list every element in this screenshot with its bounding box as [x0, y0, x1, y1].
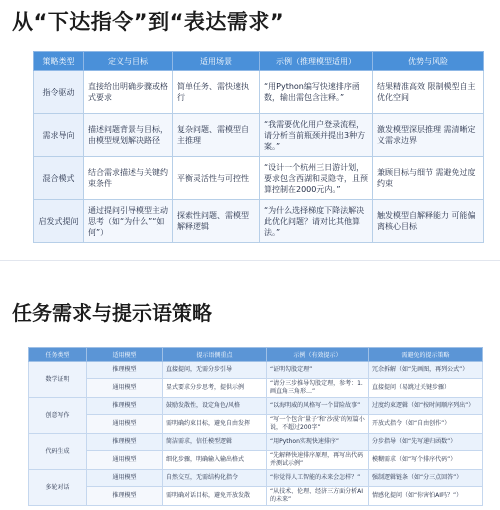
strategy-type: 指令驱动 — [34, 71, 84, 114]
model-type: 推理模型 — [87, 362, 163, 379]
model-type: 通用模型 — [87, 415, 163, 434]
table-row — [34, 157, 484, 200]
definition: 描述问题背景与目标，由模型规划解决路径 — [84, 114, 173, 157]
scenario: 探索性问题、需模型解释逻辑 — [173, 200, 260, 243]
avoid-strategy: 直接提问（易跳过关键步骤） — [369, 379, 483, 398]
prompt-focus: 需明确约束目标，避免自由发挥 — [163, 415, 267, 434]
example: “我需要优化用户登录流程，请分析当前瓶颈并提出3种方案。” — [260, 114, 373, 157]
example: “用Python编写快速排序函数，输出需包含注释。” — [260, 71, 373, 114]
example: “写一个包含‘量子’和‘沙漠’的短篇小说，不超过200字” — [267, 415, 369, 434]
table-row — [29, 398, 483, 415]
definition: 通过提问引导模型主动思考（如“为什么”“如何”） — [84, 200, 173, 243]
avoid-strategy: 开放式指令（如“自由创作”） — [369, 415, 483, 434]
model-type: 推理模型 — [87, 487, 163, 506]
strategy-type: 启发式提问 — [34, 200, 84, 243]
header-cell: 优势与风险 — [373, 52, 484, 71]
example: “你觉得人工智能的未来会怎样？” — [267, 470, 369, 487]
header-cell: 提示语侧重点 — [163, 348, 267, 362]
prompt-focus: 直接提问，无需分步引导 — [163, 362, 267, 379]
section-title: 任务需求与提示语策略 — [12, 301, 212, 325]
model-type: 通用模型 — [87, 379, 163, 398]
prompt-focus: 自然交互，无需结构化指令 — [163, 470, 267, 487]
header-cell: 适用场景 — [173, 52, 260, 71]
pros-cons: 激发模型深层推理 需清晰定义需求边界 — [373, 114, 484, 157]
avoid-strategy: 强制逻辑链条（如“分三点回答”） — [369, 470, 483, 487]
strategy-type: 混合模式 — [34, 157, 84, 200]
table-row — [34, 200, 484, 243]
example: “以海明威的风格写一个冒险故事” — [267, 398, 369, 415]
task-type: 多轮对话 — [29, 470, 87, 506]
example: “设计一个杭州三日游计划，要求包含西湖和灵隐寺，且预算控制在2000元内。” — [260, 157, 373, 200]
definition: 直接给出明确步骤或格式要求 — [84, 71, 173, 114]
table-row — [29, 415, 483, 434]
task-type: 数学证明 — [29, 362, 87, 398]
pros-cons: 结果精准高效 限制模型自主优化空间 — [373, 71, 484, 114]
table-row — [29, 487, 483, 506]
avoid-strategy: 模糊需求（如“写个排序代码”） — [369, 451, 483, 470]
scenario: 复杂问题、需模型自主推理 — [173, 114, 260, 157]
prompt-focus: 简洁需求，信任模型逻辑 — [163, 434, 267, 451]
prompt-focus: 显式要求分步思考，提供示例 — [163, 379, 267, 398]
table-row — [29, 451, 483, 470]
table-row — [34, 114, 484, 157]
avoid-strategy: 分步指导（如“先写递归函数”） — [369, 434, 483, 451]
header-cell: 需避免的提示策略 — [369, 348, 483, 362]
pros-cons: 兼顾目标与细节 需避免过度约束 — [373, 157, 484, 200]
example: “用Python实现快速排序” — [267, 434, 369, 451]
model-type: 推理模型 — [87, 434, 163, 451]
task-strategy-table — [28, 347, 483, 506]
header-cell: 任务类型 — [29, 348, 87, 362]
table-row — [29, 362, 483, 379]
header-cell: 策略类型 — [34, 52, 84, 71]
avoid-strategy: 冗余拆解（如“先画图，再列公式”） — [369, 362, 483, 379]
model-type: 通用模型 — [87, 470, 163, 487]
example: “证明勾股定理” — [267, 362, 369, 379]
task-type: 代码生成 — [29, 434, 87, 470]
header-cell: 定义与目标 — [84, 52, 173, 71]
strategy-table — [33, 51, 484, 243]
definition: 结合需求描述与关键约束条件 — [84, 157, 173, 200]
table-header-row — [29, 348, 483, 362]
pros-cons: 触发模型自解释能力 可能偏离核心目标 — [373, 200, 484, 243]
prompt-focus: 细化步骤，明确输入输出格式 — [163, 451, 267, 470]
scenario: 平衡灵活性与可控性 — [173, 157, 260, 200]
header-cell: 示例（有效提示） — [267, 348, 369, 362]
table-row — [34, 71, 484, 114]
task-type: 创意写作 — [29, 398, 87, 434]
prompt-focus: 鼓励发散性，设定角色/风格 — [163, 398, 267, 415]
header-cell: 示例（推理模型适用） — [260, 52, 373, 71]
example: “请分三步推导勾股定理，参考：1.画直角三角形…” — [267, 379, 369, 398]
example: “为什么选择梯度下降法解决此优化问题？请对比其他算法。” — [260, 200, 373, 243]
example: “从技术、伦理、经济三方面分析AI的未来” — [267, 487, 369, 506]
prompt-focus: 需明确对话目标，避免开放发散 — [163, 487, 267, 506]
scenario: 简单任务、需快速执行 — [173, 71, 260, 114]
example: “先解释快速排序原理，再写出代码并测试示例” — [267, 451, 369, 470]
header-cell: 适用模型 — [87, 348, 163, 362]
avoid-strategy: 过度约束逻辑（如“按时间顺序列出”） — [369, 398, 483, 415]
table-row — [29, 434, 483, 451]
section-task-strategy — [0, 260, 500, 510]
model-type: 通用模型 — [87, 451, 163, 470]
table-row — [29, 470, 483, 487]
section-title: 从“下达指令”到“表达需求” — [12, 10, 285, 34]
model-type: 推理模型 — [87, 398, 163, 415]
table-row — [29, 379, 483, 398]
table-header-row — [34, 52, 484, 71]
avoid-strategy: 情感化提问（如“你害怕AI吗？”） — [369, 487, 483, 506]
strategy-type: 需求导向 — [34, 114, 84, 157]
